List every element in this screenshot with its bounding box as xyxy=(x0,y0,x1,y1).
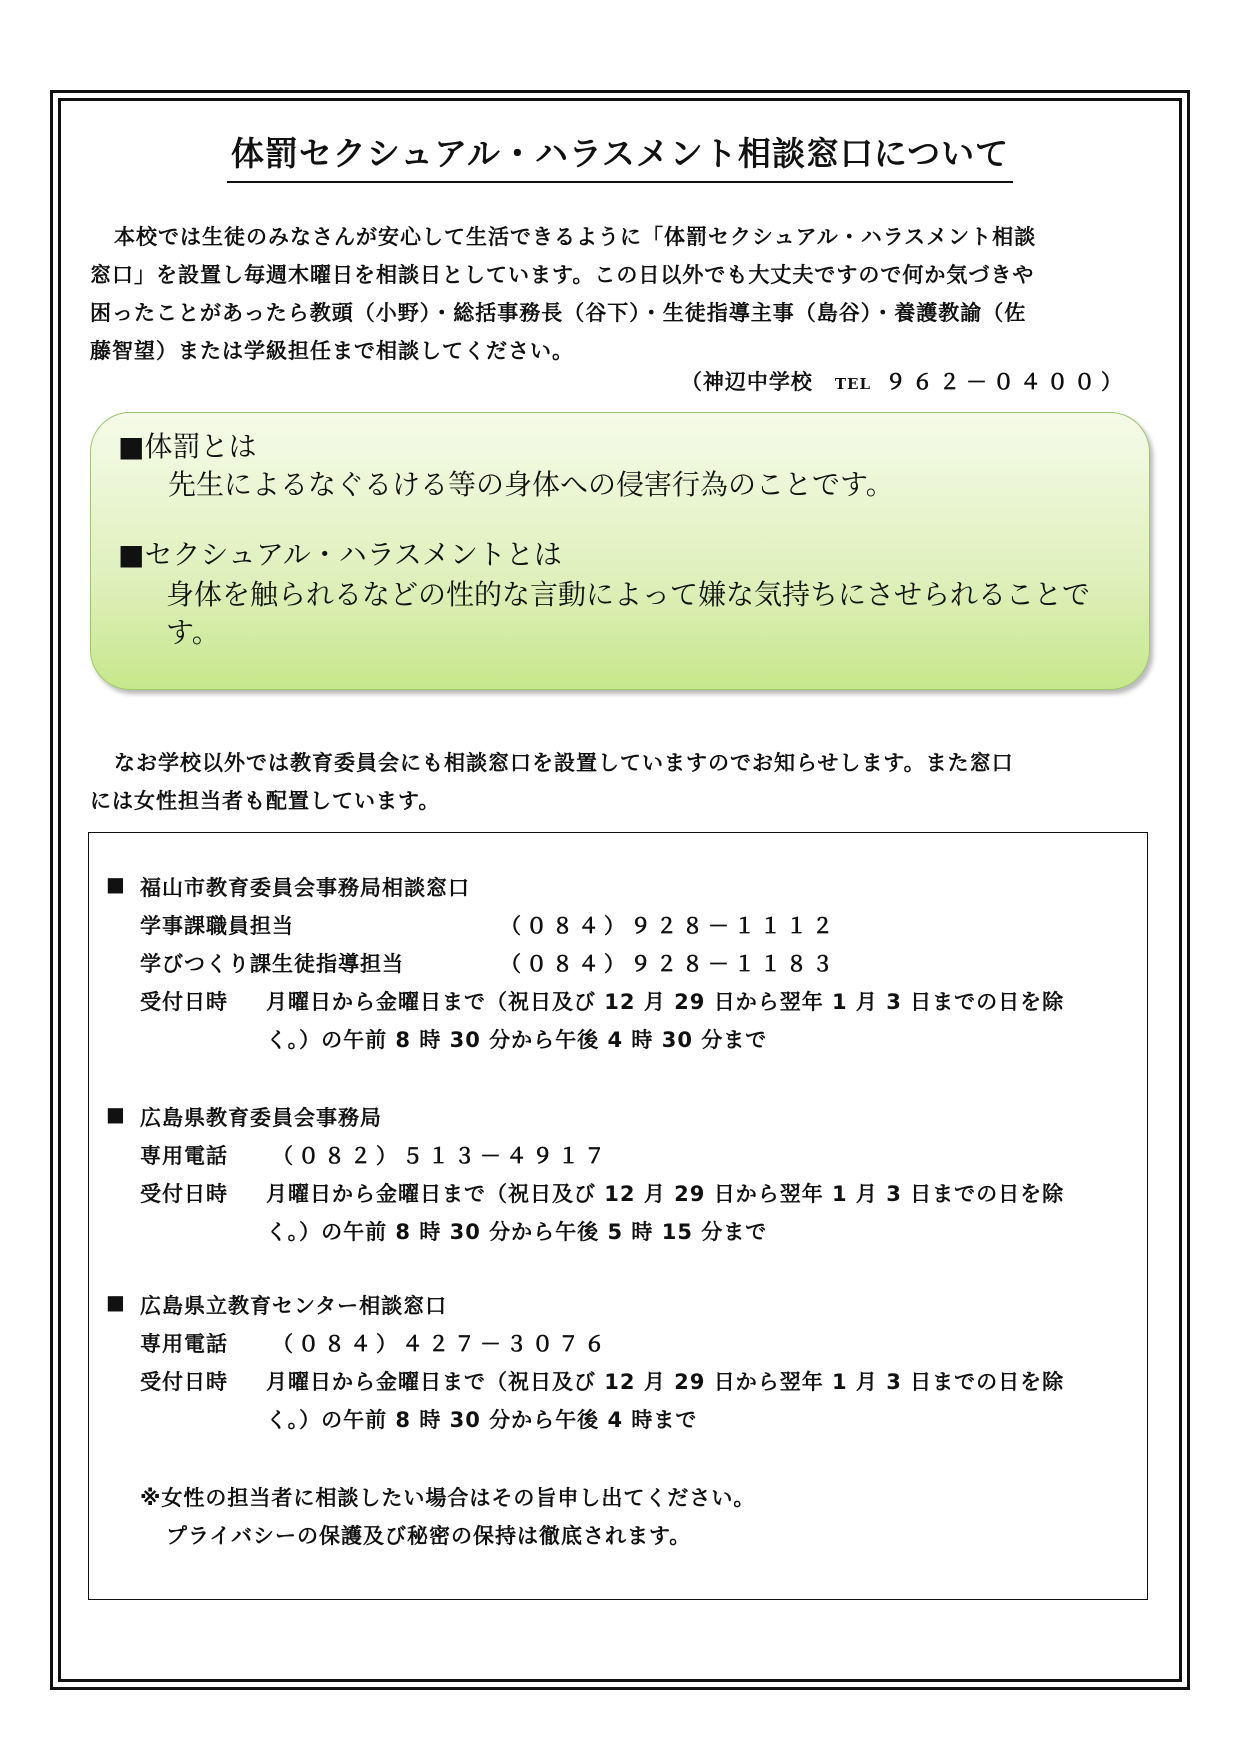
bullet-square: ■ xyxy=(106,872,126,896)
fukuyama-staff-phone: （０８４）９２８－１１１２ xyxy=(500,914,838,938)
fukuyama-guidance-label: 学びつくり課生徒指導担当 xyxy=(140,952,404,976)
center-hours-cont: く。）の午前 8 時 30 分から午後 4 時まで xyxy=(266,1408,698,1432)
bullet-square: ■ xyxy=(106,1102,126,1126)
school-phone: ９６２－０４００） xyxy=(885,370,1128,394)
fukuyama-hours-label: 受付日時 xyxy=(140,990,228,1014)
remark-female-staff: ※女性の担当者に相談したい場合はその旨申し出てください。 xyxy=(140,1486,756,1510)
tel-label: TEL xyxy=(834,375,871,393)
intro-line: 藤智望）または学級担任まで相談してください。 xyxy=(90,339,574,363)
center-phone-label: 専用電話 xyxy=(140,1332,228,1356)
note-paragraph xyxy=(90,744,1150,820)
harassment-definition-cont: す。 xyxy=(166,616,220,649)
center-hours-label: 受付日時 xyxy=(140,1370,228,1394)
center-phone: （０８４）４２７－３０７６ xyxy=(272,1332,610,1356)
hiroshima-hours: 月曜日から金曜日まで（祝日及び 12 月 29 日から翌年 1 月 3 日までの日を除 xyxy=(266,1182,1065,1206)
intro-line: 本校では生徒のみなさんが安心して生活できるように「体罰セクシュアル・ハラスメント相談 xyxy=(114,225,1037,249)
harassment-definition: 身体を触られるなどの性的な言動によって嫌な気持ちにさせられることで xyxy=(166,578,1091,611)
center-hours: 月曜日から金曜日まで（祝日及び 12 月 29 日から翌年 1 月 3 日までの日を除 xyxy=(266,1370,1065,1394)
note-line: には女性担当者も配置しています。 xyxy=(90,789,441,813)
hiroshima-hours-cont: く。）の午前 8 時 30 分から午後 5 時 15 分まで xyxy=(266,1220,768,1244)
corporal-heading: ■体罰とは xyxy=(118,430,257,463)
school-name: （神辺中学校 xyxy=(680,370,813,394)
hiroshima-phone: （０８２）５１３－４９１７ xyxy=(272,1144,610,1168)
intro-paragraph xyxy=(90,218,1150,370)
remark-privacy: プライバシーの保護及び秘密の保持は徹底されます。 xyxy=(166,1524,692,1548)
center-office-name: 広島県立教育センター相談窓口 xyxy=(140,1294,448,1318)
fukuyama-staff-label: 学事課職員担当 xyxy=(140,914,294,938)
fukuyama-hours-cont: く。）の午前 8 時 30 分から午後 4 時 30 分まで xyxy=(266,1028,768,1052)
fukuyama-hours: 月曜日から金曜日まで（祝日及び 12 月 29 日から翌年 1 月 3 日までの日を除 xyxy=(266,990,1065,1014)
fukuyama-office-name: 福山市教育委員会事務局相談窓口 xyxy=(140,876,470,900)
school-contact xyxy=(681,366,1128,396)
note-line: なお学校以外では教育委員会にも相談窓口を設置していますのでお知らせします。また窓口 xyxy=(114,751,1014,775)
hiroshima-hours-label: 受付日時 xyxy=(140,1182,228,1206)
page-title-text: 体罰セクシュアル・ハラスメント相談窓口について xyxy=(227,134,1013,183)
hiroshima-office-name: 広島県教育委員会事務局 xyxy=(140,1106,382,1130)
intro-line: 窓口」を設置し毎週木曜日を相談日としています。この日以外でも大丈夫ですので何か気づきや xyxy=(90,263,1035,287)
corporal-definition: 先生によるなぐるける等の身体への侵害行為のことです。 xyxy=(168,468,894,501)
fukuyama-guidance-phone: （０８４）９２８－１１８３ xyxy=(500,952,838,976)
harassment-heading: ■セクシュアル・ハラスメントとは xyxy=(118,538,562,571)
bullet-square: ■ xyxy=(106,1290,126,1314)
hiroshima-phone-label: 専用電話 xyxy=(140,1144,228,1168)
page-title xyxy=(0,128,1240,175)
intro-line: 困ったことがあったら教頭（小野）・総括事務長（谷下）・生徒指導主事（島谷）・養護教諭（佐 xyxy=(90,301,1027,325)
